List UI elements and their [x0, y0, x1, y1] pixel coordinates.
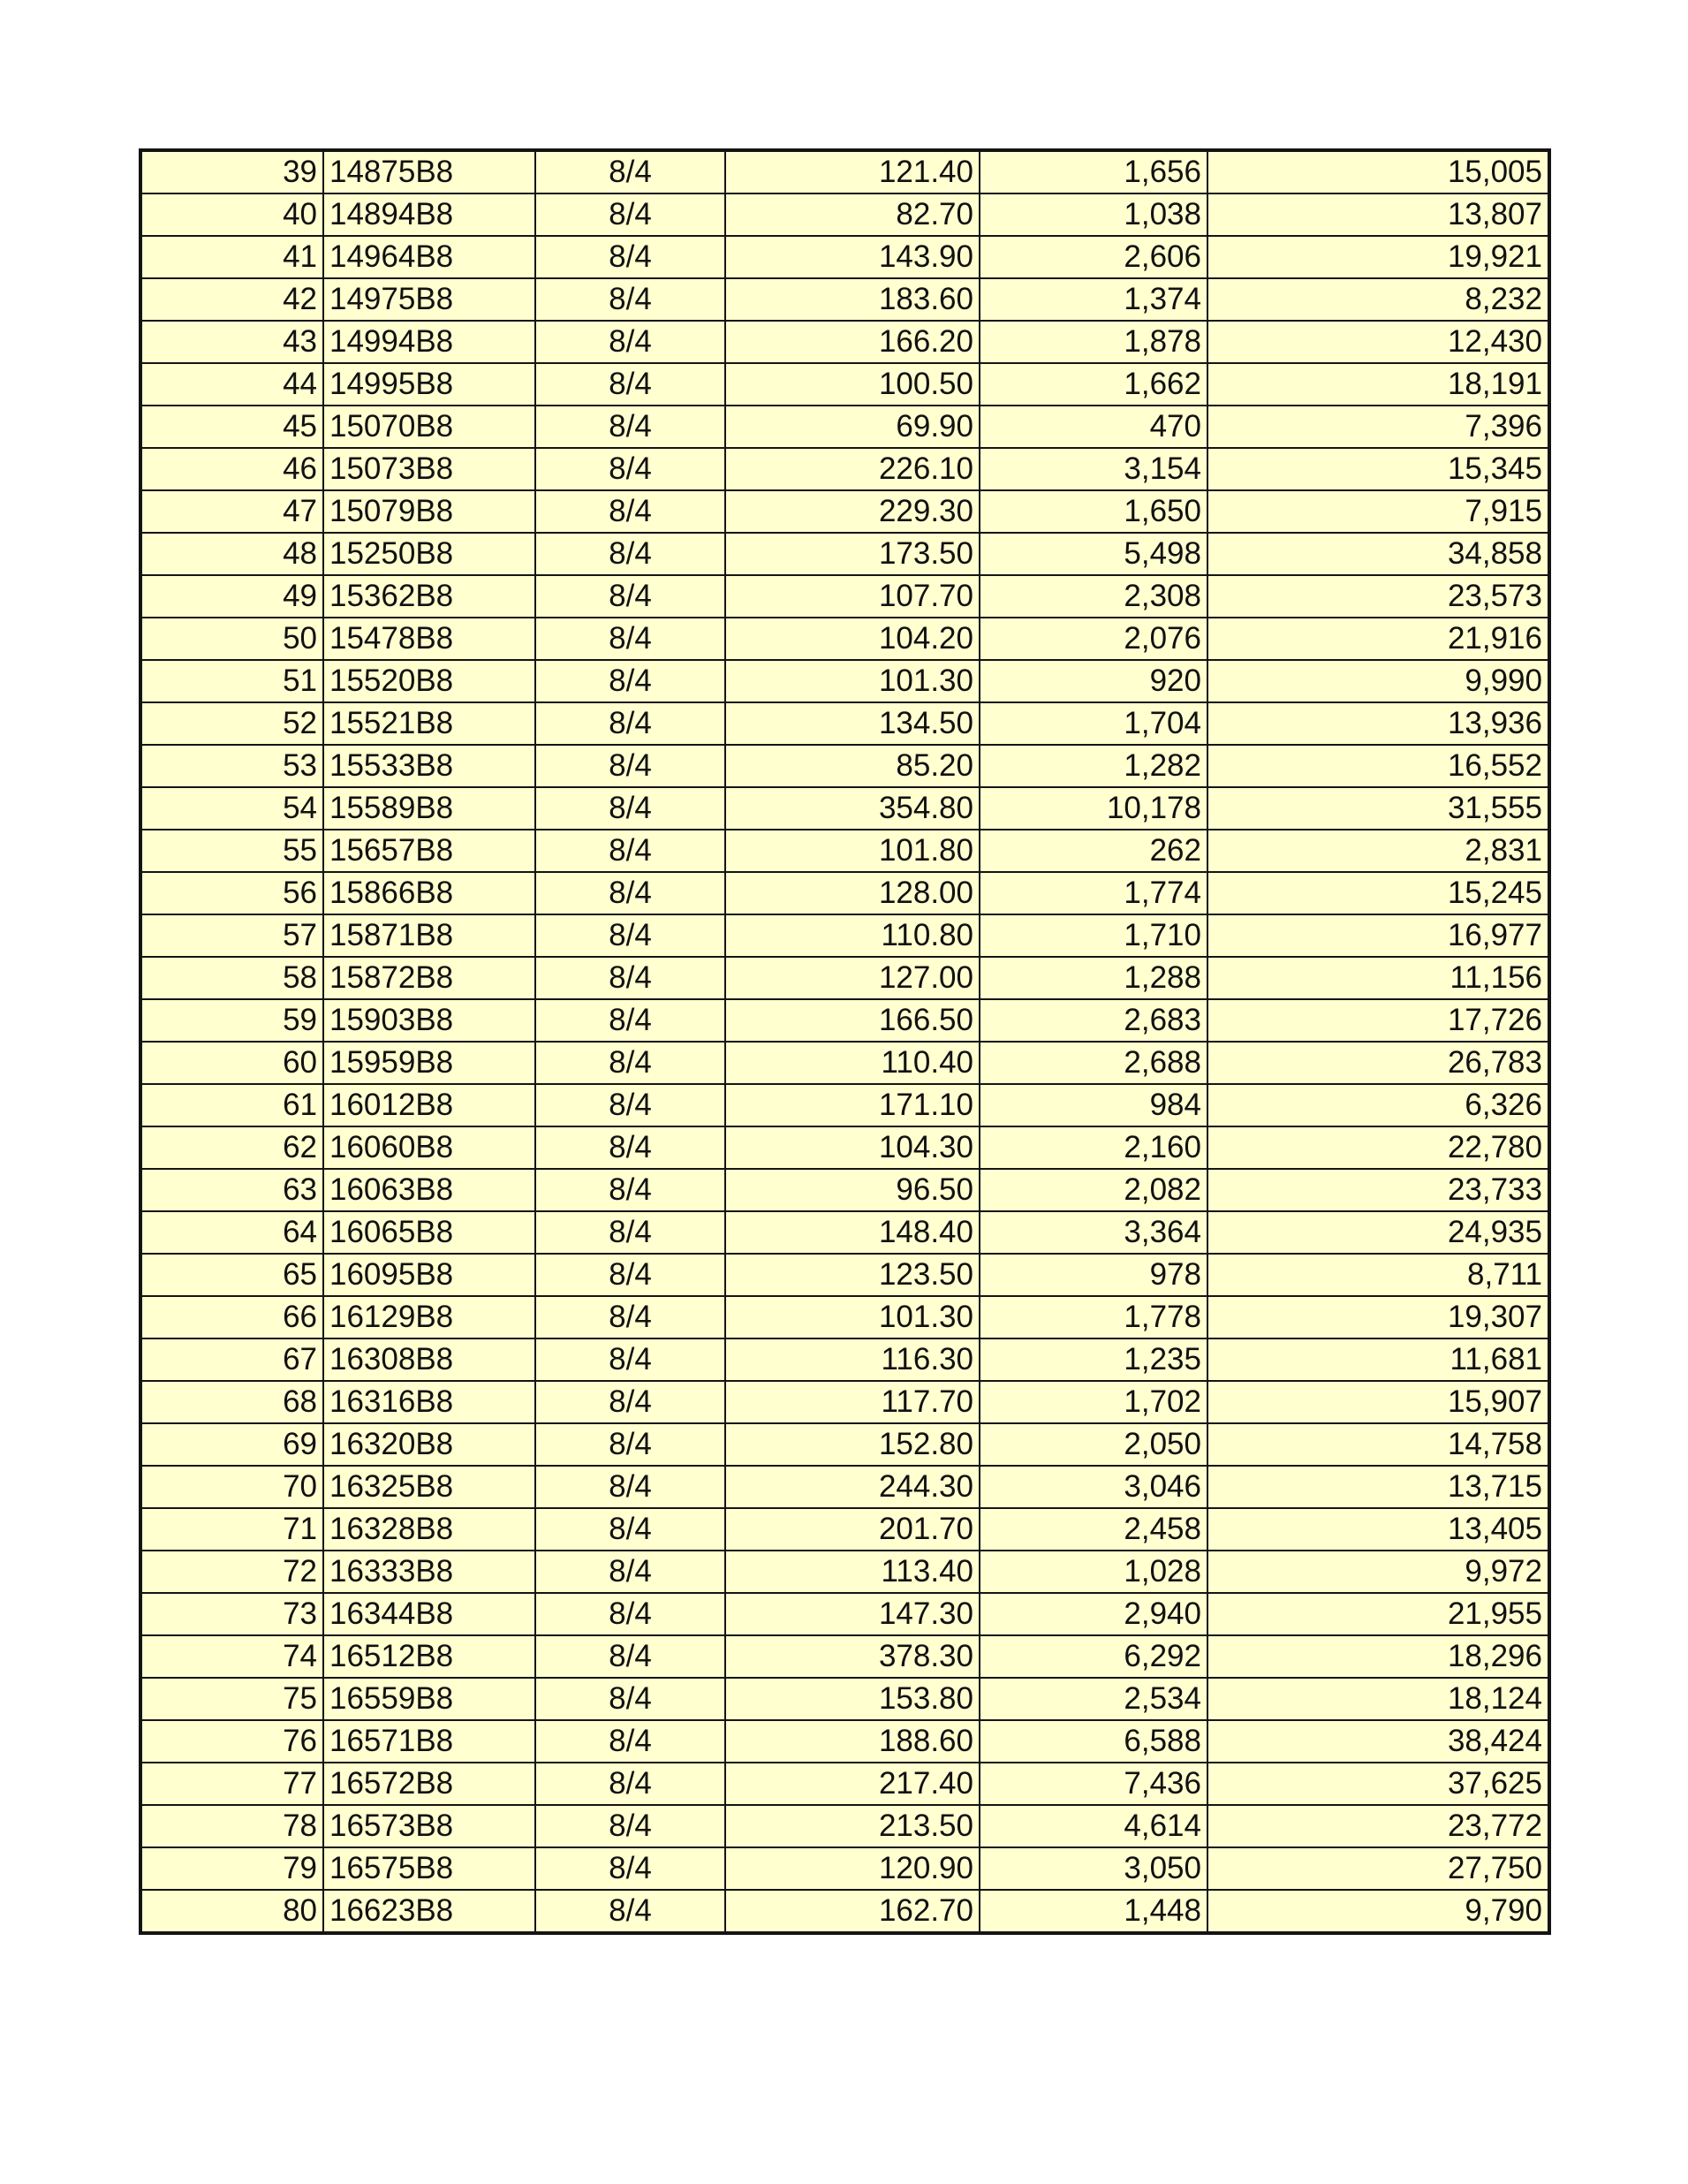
item-id-cell: 16320B8: [323, 1423, 535, 1466]
total-cell: 9,990: [1207, 660, 1549, 702]
quantity-cell: 984: [980, 1084, 1207, 1126]
total-cell: 21,916: [1207, 618, 1549, 660]
quantity-cell: 3,050: [980, 1847, 1207, 1890]
row-number-cell: 52: [140, 702, 323, 745]
row-number-cell: 62: [140, 1126, 323, 1169]
quantity-cell: 2,082: [980, 1169, 1207, 1211]
total-cell: 23,772: [1207, 1805, 1549, 1847]
thickness-cell: 8/4: [535, 702, 725, 745]
quantity-cell: 2,940: [980, 1593, 1207, 1635]
value-cell: 107.70: [725, 575, 980, 618]
item-id-cell: 15872B8: [323, 957, 535, 999]
total-cell: 15,005: [1207, 150, 1549, 193]
item-id-cell: 16571B8: [323, 1720, 535, 1763]
item-id-cell: 16065B8: [323, 1211, 535, 1254]
total-cell: 19,921: [1207, 236, 1549, 278]
table-row: [140, 150, 1549, 193]
value-cell: 121.40: [725, 150, 980, 193]
quantity-cell: 2,458: [980, 1508, 1207, 1551]
thickness-cell: 8/4: [535, 575, 725, 618]
thickness-cell: 8/4: [535, 490, 725, 533]
quantity-cell: 2,683: [980, 999, 1207, 1042]
item-id-cell: 15533B8: [323, 745, 535, 787]
total-cell: 34,858: [1207, 533, 1549, 575]
thickness-cell: 8/4: [535, 957, 725, 999]
value-cell: 183.60: [725, 278, 980, 321]
row-number-cell: 80: [140, 1890, 323, 1933]
item-id-cell: 15073B8: [323, 448, 535, 490]
row-number-cell: 78: [140, 1805, 323, 1847]
value-cell: 127.00: [725, 957, 980, 999]
total-cell: 19,307: [1207, 1296, 1549, 1338]
row-number-cell: 68: [140, 1381, 323, 1423]
value-cell: 162.70: [725, 1890, 980, 1933]
row-number-cell: 75: [140, 1678, 323, 1720]
total-cell: 2,831: [1207, 830, 1549, 872]
quantity-cell: 1,282: [980, 745, 1207, 787]
row-number-cell: 57: [140, 914, 323, 957]
quantity-cell: 262: [980, 830, 1207, 872]
row-number-cell: 60: [140, 1042, 323, 1084]
value-cell: 104.30: [725, 1126, 980, 1169]
thickness-cell: 8/4: [535, 1423, 725, 1466]
quantity-cell: 1,878: [980, 321, 1207, 363]
row-number-cell: 56: [140, 872, 323, 914]
item-id-cell: 15079B8: [323, 490, 535, 533]
quantity-cell: 1,235: [980, 1338, 1207, 1381]
value-cell: 378.30: [725, 1635, 980, 1678]
value-cell: 116.30: [725, 1338, 980, 1381]
row-number-cell: 72: [140, 1551, 323, 1593]
item-id-cell: 15521B8: [323, 702, 535, 745]
item-id-cell: 14964B8: [323, 236, 535, 278]
quantity-cell: 978: [980, 1254, 1207, 1296]
total-cell: 24,935: [1207, 1211, 1549, 1254]
value-cell: 104.20: [725, 618, 980, 660]
value-cell: 173.50: [725, 533, 980, 575]
quantity-cell: 7,436: [980, 1763, 1207, 1805]
total-cell: 7,396: [1207, 406, 1549, 448]
table-row: [140, 278, 1549, 321]
row-number-cell: 69: [140, 1423, 323, 1466]
thickness-cell: 8/4: [535, 406, 725, 448]
value-cell: 96.50: [725, 1169, 980, 1211]
value-cell: 82.70: [725, 193, 980, 236]
table-row: [140, 872, 1549, 914]
table-row: [140, 1466, 1549, 1508]
value-cell: 166.20: [725, 321, 980, 363]
quantity-cell: 470: [980, 406, 1207, 448]
thickness-cell: 8/4: [535, 830, 725, 872]
quantity-cell: 1,774: [980, 872, 1207, 914]
total-cell: 9,972: [1207, 1551, 1549, 1593]
value-cell: 117.70: [725, 1381, 980, 1423]
total-cell: 13,715: [1207, 1466, 1549, 1508]
quantity-cell: 2,050: [980, 1423, 1207, 1466]
table-row: [140, 1508, 1549, 1551]
table-row: [140, 1169, 1549, 1211]
item-id-cell: 14994B8: [323, 321, 535, 363]
value-cell: 85.20: [725, 745, 980, 787]
quantity-cell: 2,160: [980, 1126, 1207, 1169]
table-row: [140, 490, 1549, 533]
row-number-cell: 77: [140, 1763, 323, 1805]
value-cell: 101.30: [725, 660, 980, 702]
total-cell: 22,780: [1207, 1126, 1549, 1169]
table-row: [140, 1381, 1549, 1423]
total-cell: 11,681: [1207, 1338, 1549, 1381]
value-cell: 201.70: [725, 1508, 980, 1551]
thickness-cell: 8/4: [535, 1254, 725, 1296]
thickness-cell: 8/4: [535, 1042, 725, 1084]
item-id-cell: 14995B8: [323, 363, 535, 406]
quantity-cell: 920: [980, 660, 1207, 702]
item-id-cell: 15871B8: [323, 914, 535, 957]
quantity-cell: 2,606: [980, 236, 1207, 278]
thickness-cell: 8/4: [535, 745, 725, 787]
quantity-cell: 3,046: [980, 1466, 1207, 1508]
value-cell: 188.60: [725, 1720, 980, 1763]
item-id-cell: 14975B8: [323, 278, 535, 321]
item-id-cell: 16012B8: [323, 1084, 535, 1126]
quantity-cell: 4,614: [980, 1805, 1207, 1847]
row-number-cell: 66: [140, 1296, 323, 1338]
thickness-cell: 8/4: [535, 1126, 725, 1169]
table-row: [140, 1678, 1549, 1720]
thickness-cell: 8/4: [535, 1211, 725, 1254]
row-number-cell: 70: [140, 1466, 323, 1508]
value-cell: 226.10: [725, 448, 980, 490]
table-body: [140, 150, 1549, 1933]
row-number-cell: 59: [140, 999, 323, 1042]
total-cell: 18,124: [1207, 1678, 1549, 1720]
total-cell: 37,625: [1207, 1763, 1549, 1805]
item-id-cell: 16623B8: [323, 1890, 535, 1933]
thickness-cell: 8/4: [535, 1763, 725, 1805]
row-number-cell: 67: [140, 1338, 323, 1381]
table-row: [140, 1805, 1549, 1847]
row-number-cell: 71: [140, 1508, 323, 1551]
value-cell: 213.50: [725, 1805, 980, 1847]
quantity-cell: 2,534: [980, 1678, 1207, 1720]
item-id-cell: 16573B8: [323, 1805, 535, 1847]
value-cell: 147.30: [725, 1593, 980, 1635]
item-id-cell: 16308B8: [323, 1338, 535, 1381]
quantity-cell: 10,178: [980, 787, 1207, 830]
value-cell: 128.00: [725, 872, 980, 914]
item-id-cell: 15903B8: [323, 999, 535, 1042]
thickness-cell: 8/4: [535, 278, 725, 321]
table-row: [140, 193, 1549, 236]
row-number-cell: 73: [140, 1593, 323, 1635]
item-id-cell: 15866B8: [323, 872, 535, 914]
table-row: [140, 1423, 1549, 1466]
value-cell: 101.80: [725, 830, 980, 872]
row-number-cell: 64: [140, 1211, 323, 1254]
table-row: [140, 1847, 1549, 1890]
item-id-cell: 16063B8: [323, 1169, 535, 1211]
item-id-cell: 16129B8: [323, 1296, 535, 1338]
data-table: [139, 148, 1551, 1935]
table-row: [140, 236, 1549, 278]
value-cell: 354.80: [725, 787, 980, 830]
row-number-cell: 51: [140, 660, 323, 702]
total-cell: 26,783: [1207, 1042, 1549, 1084]
total-cell: 27,750: [1207, 1847, 1549, 1890]
thickness-cell: 8/4: [535, 1847, 725, 1890]
thickness-cell: 8/4: [535, 1508, 725, 1551]
total-cell: 18,296: [1207, 1635, 1549, 1678]
thickness-cell: 8/4: [535, 618, 725, 660]
quantity-cell: 1,662: [980, 363, 1207, 406]
value-cell: 110.80: [725, 914, 980, 957]
row-number-cell: 55: [140, 830, 323, 872]
thickness-cell: 8/4: [535, 1338, 725, 1381]
table-row: [140, 1084, 1549, 1126]
value-cell: 143.90: [725, 236, 980, 278]
table-row: [140, 830, 1549, 872]
quantity-cell: 1,702: [980, 1381, 1207, 1423]
thickness-cell: 8/4: [535, 1635, 725, 1678]
thickness-cell: 8/4: [535, 321, 725, 363]
thickness-cell: 8/4: [535, 1805, 725, 1847]
value-cell: 110.40: [725, 1042, 980, 1084]
total-cell: 11,156: [1207, 957, 1549, 999]
item-id-cell: 16060B8: [323, 1126, 535, 1169]
item-id-cell: 16325B8: [323, 1466, 535, 1508]
quantity-cell: 2,308: [980, 575, 1207, 618]
table-row: [140, 1254, 1549, 1296]
value-cell: 229.30: [725, 490, 980, 533]
total-cell: 31,555: [1207, 787, 1549, 830]
total-cell: 12,430: [1207, 321, 1549, 363]
thickness-cell: 8/4: [535, 193, 725, 236]
thickness-cell: 8/4: [535, 1296, 725, 1338]
table-row: [140, 957, 1549, 999]
total-cell: 6,326: [1207, 1084, 1549, 1126]
thickness-cell: 8/4: [535, 236, 725, 278]
thickness-cell: 8/4: [535, 533, 725, 575]
thickness-cell: 8/4: [535, 872, 725, 914]
quantity-cell: 1,288: [980, 957, 1207, 999]
item-id-cell: 16333B8: [323, 1551, 535, 1593]
row-number-cell: 63: [140, 1169, 323, 1211]
quantity-cell: 6,292: [980, 1635, 1207, 1678]
total-cell: 7,915: [1207, 490, 1549, 533]
table-row: [140, 406, 1549, 448]
total-cell: 18,191: [1207, 363, 1549, 406]
table-row: [140, 1720, 1549, 1763]
thickness-cell: 8/4: [535, 448, 725, 490]
quantity-cell: 6,588: [980, 1720, 1207, 1763]
value-cell: 120.90: [725, 1847, 980, 1890]
thickness-cell: 8/4: [535, 1169, 725, 1211]
total-cell: 23,573: [1207, 575, 1549, 618]
value-cell: 244.30: [725, 1466, 980, 1508]
row-number-cell: 42: [140, 278, 323, 321]
value-cell: 152.80: [725, 1423, 980, 1466]
total-cell: 13,936: [1207, 702, 1549, 745]
value-cell: 217.40: [725, 1763, 980, 1805]
table-row: [140, 363, 1549, 406]
item-id-cell: 16572B8: [323, 1763, 535, 1805]
table-row: [140, 914, 1549, 957]
table-row: [140, 787, 1549, 830]
table-row: [140, 999, 1549, 1042]
value-cell: 166.50: [725, 999, 980, 1042]
quantity-cell: 1,448: [980, 1890, 1207, 1933]
row-number-cell: 43: [140, 321, 323, 363]
total-cell: 15,345: [1207, 448, 1549, 490]
item-id-cell: 15362B8: [323, 575, 535, 618]
item-id-cell: 14894B8: [323, 193, 535, 236]
quantity-cell: 1,650: [980, 490, 1207, 533]
quantity-cell: 1,656: [980, 150, 1207, 193]
row-number-cell: 48: [140, 533, 323, 575]
item-id-cell: 15520B8: [323, 660, 535, 702]
quantity-cell: 1,704: [980, 702, 1207, 745]
thickness-cell: 8/4: [535, 1551, 725, 1593]
table-row: [140, 1763, 1549, 1805]
thickness-cell: 8/4: [535, 999, 725, 1042]
total-cell: 8,232: [1207, 278, 1549, 321]
item-id-cell: 16095B8: [323, 1254, 535, 1296]
total-cell: 9,790: [1207, 1890, 1549, 1933]
quantity-cell: 5,498: [980, 533, 1207, 575]
row-number-cell: 53: [140, 745, 323, 787]
quantity-cell: 1,374: [980, 278, 1207, 321]
row-number-cell: 47: [140, 490, 323, 533]
value-cell: 113.40: [725, 1551, 980, 1593]
item-id-cell: 16575B8: [323, 1847, 535, 1890]
item-id-cell: 16559B8: [323, 1678, 535, 1720]
table-row: [140, 702, 1549, 745]
total-cell: 14,758: [1207, 1423, 1549, 1466]
value-cell: 134.50: [725, 702, 980, 745]
thickness-cell: 8/4: [535, 363, 725, 406]
quantity-cell: 1,778: [980, 1296, 1207, 1338]
table-row: [140, 533, 1549, 575]
item-id-cell: 16316B8: [323, 1381, 535, 1423]
row-number-cell: 50: [140, 618, 323, 660]
thickness-cell: 8/4: [535, 1084, 725, 1126]
row-number-cell: 39: [140, 150, 323, 193]
quantity-cell: 3,154: [980, 448, 1207, 490]
thickness-cell: 8/4: [535, 787, 725, 830]
total-cell: 13,807: [1207, 193, 1549, 236]
table-row: [140, 1296, 1549, 1338]
row-number-cell: 61: [140, 1084, 323, 1126]
total-cell: 23,733: [1207, 1169, 1549, 1211]
table-row: [140, 745, 1549, 787]
quantity-cell: 1,028: [980, 1551, 1207, 1593]
total-cell: 16,552: [1207, 745, 1549, 787]
table-row: [140, 1042, 1549, 1084]
value-cell: 69.90: [725, 406, 980, 448]
thickness-cell: 8/4: [535, 1890, 725, 1933]
row-number-cell: 44: [140, 363, 323, 406]
item-id-cell: 15589B8: [323, 787, 535, 830]
thickness-cell: 8/4: [535, 914, 725, 957]
thickness-cell: 8/4: [535, 1466, 725, 1508]
thickness-cell: 8/4: [535, 1720, 725, 1763]
item-id-cell: 16512B8: [323, 1635, 535, 1678]
total-cell: 17,726: [1207, 999, 1549, 1042]
value-cell: 123.50: [725, 1254, 980, 1296]
item-id-cell: 15070B8: [323, 406, 535, 448]
table-row: [140, 1593, 1549, 1635]
quantity-cell: 2,688: [980, 1042, 1207, 1084]
thickness-cell: 8/4: [535, 150, 725, 193]
thickness-cell: 8/4: [535, 1381, 725, 1423]
total-cell: 15,907: [1207, 1381, 1549, 1423]
table-row: [140, 1211, 1549, 1254]
table-row: [140, 660, 1549, 702]
table-row: [140, 1126, 1549, 1169]
thickness-cell: 8/4: [535, 1593, 725, 1635]
value-cell: 171.10: [725, 1084, 980, 1126]
table-row: [140, 1551, 1549, 1593]
value-cell: 100.50: [725, 363, 980, 406]
table-row: [140, 1338, 1549, 1381]
row-number-cell: 74: [140, 1635, 323, 1678]
row-number-cell: 79: [140, 1847, 323, 1890]
table-row: [140, 575, 1549, 618]
quantity-cell: 1,038: [980, 193, 1207, 236]
row-number-cell: 45: [140, 406, 323, 448]
thickness-cell: 8/4: [535, 660, 725, 702]
table-row: [140, 1890, 1549, 1933]
table-row: [140, 1635, 1549, 1678]
item-id-cell: 16328B8: [323, 1508, 535, 1551]
row-number-cell: 49: [140, 575, 323, 618]
item-id-cell: 15959B8: [323, 1042, 535, 1084]
row-number-cell: 40: [140, 193, 323, 236]
value-cell: 153.80: [725, 1678, 980, 1720]
quantity-cell: 1,710: [980, 914, 1207, 957]
item-id-cell: 16344B8: [323, 1593, 535, 1635]
total-cell: 13,405: [1207, 1508, 1549, 1551]
row-number-cell: 41: [140, 236, 323, 278]
row-number-cell: 58: [140, 957, 323, 999]
row-number-cell: 46: [140, 448, 323, 490]
value-cell: 148.40: [725, 1211, 980, 1254]
item-id-cell: 15250B8: [323, 533, 535, 575]
table-row: [140, 448, 1549, 490]
table-row: [140, 321, 1549, 363]
item-id-cell: 15478B8: [323, 618, 535, 660]
item-id-cell: 15657B8: [323, 830, 535, 872]
total-cell: 15,245: [1207, 872, 1549, 914]
row-number-cell: 76: [140, 1720, 323, 1763]
thickness-cell: 8/4: [535, 1678, 725, 1720]
row-number-cell: 54: [140, 787, 323, 830]
quantity-cell: 2,076: [980, 618, 1207, 660]
item-id-cell: 14875B8: [323, 150, 535, 193]
total-cell: 8,711: [1207, 1254, 1549, 1296]
row-number-cell: 65: [140, 1254, 323, 1296]
quantity-cell: 3,364: [980, 1211, 1207, 1254]
value-cell: 101.30: [725, 1296, 980, 1338]
table-row: [140, 618, 1549, 660]
total-cell: 38,424: [1207, 1720, 1549, 1763]
total-cell: 16,977: [1207, 914, 1549, 957]
total-cell: 21,955: [1207, 1593, 1549, 1635]
